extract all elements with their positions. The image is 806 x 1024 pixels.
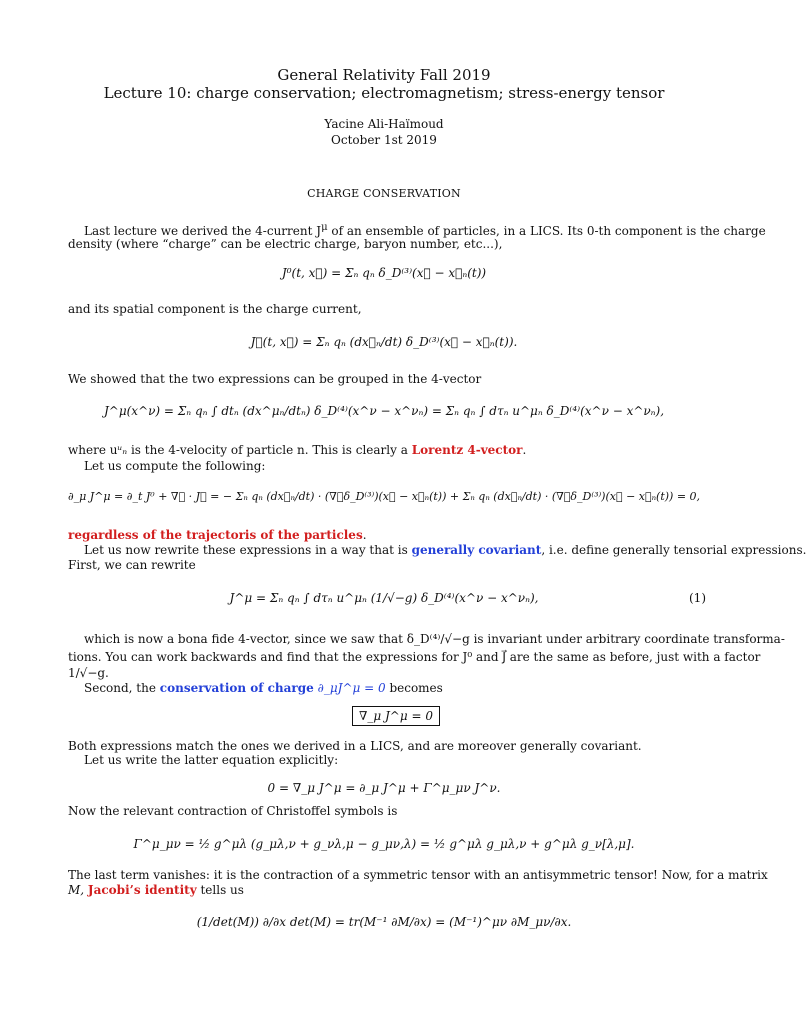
paragraph-line [68, 528, 367, 543]
text-span: . [522, 443, 527, 457]
equation-number: (1) [689, 591, 706, 605]
boxed-equation: ∇_μ J^μ = 0 [352, 706, 440, 726]
text-span: becomes [385, 681, 443, 695]
text-span: of an ensemble of particles, in a LICS. Its 0-th component is the charge [327, 224, 766, 238]
equation-explicit: 0 = ∇_μ J^μ = ∂_μ J^μ + Γ^μ_μν J^ν. [267, 781, 501, 795]
text-span: , i.e. define generally tensorial expressions. [541, 543, 806, 557]
text-var: M, [68, 883, 88, 897]
paragraph-line [84, 681, 443, 696]
conservation-equation: ∂_μJ^μ = 0 [317, 681, 386, 695]
paragraph-line [68, 883, 244, 898]
equation-covariant: J^μ = Σₙ qₙ ∫ dτₙ u^μₙ (1/√−g) δ_D⁽⁴⁾(x^ν − x^νₙ), [229, 591, 539, 605]
section-heading: CHARGE CONSERVATION [307, 187, 461, 200]
paragraph-line: density (where “charge” can be electric charge, baryon number, etc...), [68, 237, 503, 251]
equation-christoffel: Γ^μ_μν = ½ g^μλ (g_μλ,ν + g_νλ,μ − g_μν,λ) = ½ g^μλ g_μλ,ν + g^μλ g_ν[λ,μ]. [133, 837, 635, 851]
title-line-1: General Relativity Fall 2019 [277, 66, 491, 84]
paragraph-line: The last term vanishes: it is the contraction of a symmetric tensor with an antisymmetric tensor! Now, for a matrix [68, 868, 768, 882]
paragraph-line [84, 543, 806, 558]
generally-covariant-highlight: generally covariant [411, 543, 542, 557]
equation-jacobi: (1/det(M)) ∂/∂x det(M) = tr(M⁻¹ ∂M/∂x) = (M⁻¹)^μν ∂M_μν/∂x. [196, 915, 572, 929]
lorentz-4-vector-highlight: Lorentz 4-vector [411, 443, 523, 457]
paragraph-line: Let us compute the following: [84, 459, 266, 473]
text-span: where u [68, 443, 118, 457]
paragraph-line: Let us write the latter equation explicitly: [84, 753, 339, 767]
text-span: Last lecture we derived the 4-current J [84, 224, 322, 238]
paragraph-line [68, 443, 526, 458]
text-span: is the 4-velocity of particle n. This is clearly a [127, 443, 412, 457]
equation-divergence: ∂_μ J^μ = ∂_t J⁰ + ∇⃗ · J⃗ = − Σₙ qₙ (dx⃗ₙ/dt) · (∇⃗δ_D⁽³⁾)(x⃗ − x⃗ₙ(t)) + Σₙ qₙ (dx⃗ₙ/dt) · (∇⃗δ_D⁽³⁾)(x⃗ − x⃗ₙ(t)) = 0, [67, 490, 701, 503]
equation-Jmu: J^μ(x^ν) = Σₙ qₙ ∫ dtₙ (dx^μₙ/dtₙ) δ_D⁽⁴⁾(x^ν − x^νₙ) = Σₙ qₙ ∫ dτₙ u^μₙ δ_D⁽⁴⁾(x^ν − x^νₙ), [103, 404, 665, 418]
paragraph-line: Now the relevant contraction of Christoffel symbols is [68, 804, 398, 818]
paragraph-line: tions. You can work backwards and find that the expressions for J⁰ and J⃗ are the same as before, just with a factor [68, 650, 761, 664]
paragraph-line: Both expressions match the ones we derived in a LICS, and are moreover generally covariant. [68, 739, 642, 753]
jacobi-identity-highlight: Jacobi’s identity [87, 883, 197, 897]
paragraph-line: 1/√−g. [68, 666, 109, 680]
title-line-2: Lecture 10: charge conservation; electromagnetism; stress-energy tensor [103, 84, 665, 102]
text-var: ᵘₙ [117, 443, 128, 457]
author: Yacine Ali-Haïmoud [324, 117, 444, 131]
text-span: Second, the [84, 681, 160, 695]
paragraph-line: which is now a bona fide 4-vector, since we saw that δ_D⁽⁴⁾/√−g is invariant under arbitrary coordinate transforma- [84, 632, 785, 646]
paragraph-line: First, we can rewrite [68, 558, 196, 572]
date: October 1st 2019 [331, 133, 437, 147]
text-sup: μ [321, 222, 328, 233]
equation-J0: J⁰(t, x⃗) = Σₙ qₙ δ_D⁽³⁾(x⃗ − x⃗ₙ(t)) [281, 266, 487, 280]
text-span: . [362, 528, 367, 542]
text-span: tells us [196, 883, 244, 897]
paragraph-line: and its spatial component is the charge current, [68, 302, 362, 316]
text-span: Let us now rewrite these expressions in a way that is [84, 543, 412, 557]
equation-Jvec: J⃗(t, x⃗) = Σₙ qₙ (dx⃗ₙ/dt) δ_D⁽³⁾(x⃗ − x⃗ₙ(t)). [250, 335, 518, 349]
regardless-highlight: regardless of the trajectoris of the particles [68, 528, 363, 542]
paragraph-line: We showed that the two expressions can be grouped in the 4-vector [68, 372, 482, 386]
conservation-highlight: conservation of charge [159, 681, 314, 695]
